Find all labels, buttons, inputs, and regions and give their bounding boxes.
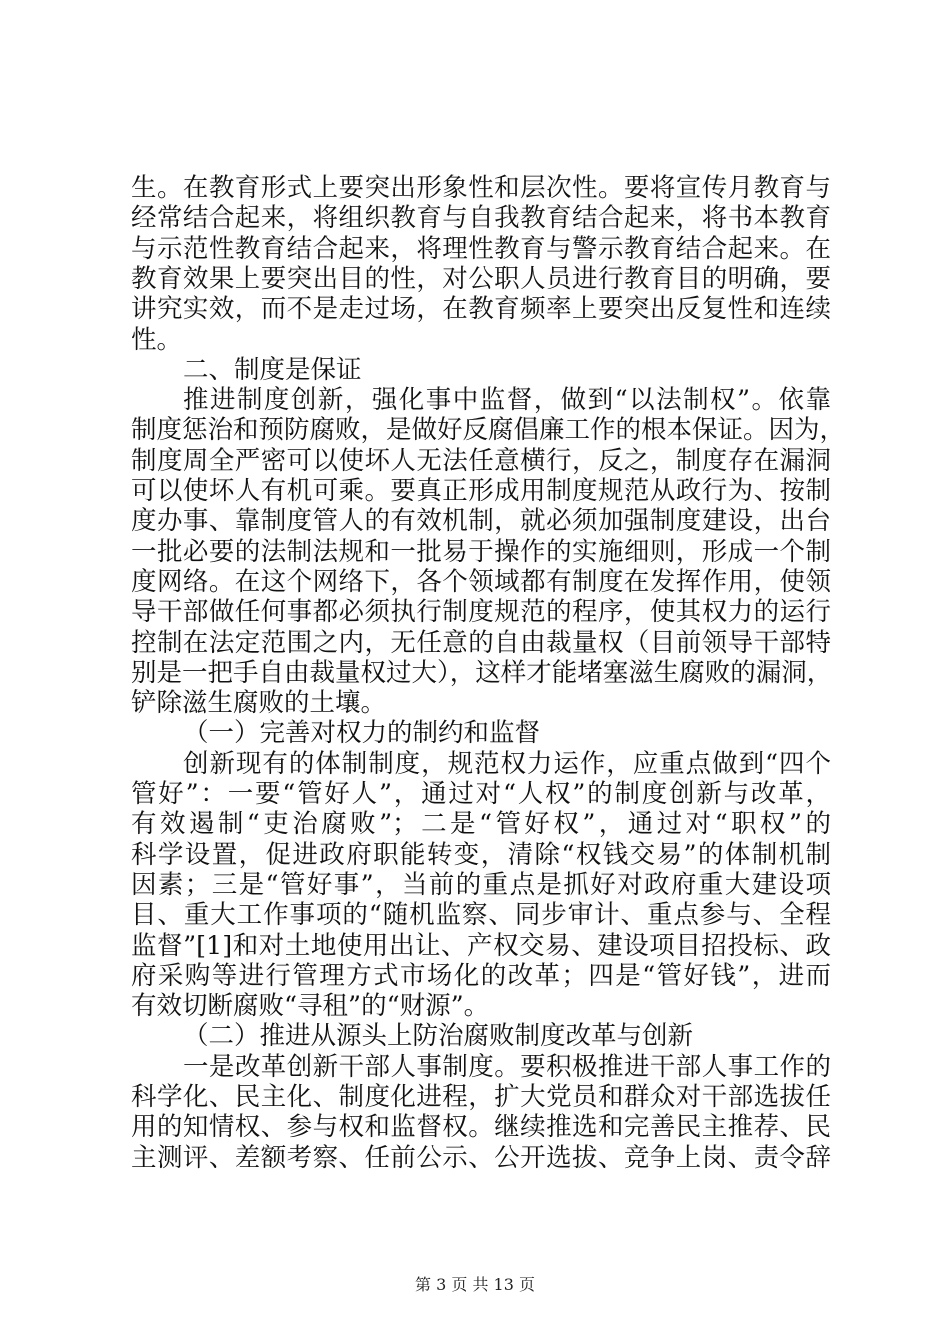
text-line: （二）推进从源头上防治腐败制度改革与创新 bbox=[183, 1021, 694, 1052]
text-line: 目、重大工作事项的“随机监察、同步审计、重点参与、全程 bbox=[131, 900, 831, 931]
text-line: 别是一把手自由裁量权过大），这样才能堵塞滋生腐败的漏洞， bbox=[131, 657, 833, 688]
text-line: 度网络。在这个网络下，各个领域都有制度在发挥作用，使领 bbox=[131, 566, 831, 597]
text-line: 创新现有的体制制度，规范权力运作，应重点做到“四个 bbox=[183, 748, 831, 779]
text-line: 一批必要的法制法规和一批易于操作的实施细则，形成一个制 bbox=[131, 536, 831, 567]
text-line: 制度惩治和预防腐败，是做好反腐倡廉工作的根本保证。因为， bbox=[131, 415, 846, 446]
text-line: 因素；三是“管好事”，当前的重点是抓好对政府重大建设项 bbox=[131, 869, 831, 900]
text-line: 讲究实效，而不是走过场，在教育频率上要突出反复性和连续 bbox=[131, 294, 831, 325]
text-line: 科学设置，促进政府职能转变，清除“权钱交易”的体制机制 bbox=[131, 839, 831, 870]
page-footer: 第 3 页 共 13 页 bbox=[415, 1275, 535, 1294]
text-line: 有效遏制“吏治腐败”；二是“管好权”，通过对“职权”的 bbox=[131, 809, 831, 840]
text-line: 推进制度创新，强化事中监督，做到“以法制权”。依靠 bbox=[183, 385, 831, 416]
text-line: 用的知情权、参与权和监督权。继续推选和完善民主推荐、民 bbox=[131, 1112, 831, 1143]
text-line: 府采购等进行管理方式市场化的改革；四是“管好钱”，进而 bbox=[131, 960, 831, 991]
text-line: 度办事、靠制度管人的有效机制，就必须加强制度建设，出台 bbox=[131, 506, 831, 537]
text-line: 可以使坏人有机可乘。要真正形成用制度规范从政行为、按制 bbox=[131, 476, 831, 506]
text-line: 有效切断腐败“寻租”的“财源”。 bbox=[131, 991, 490, 1022]
text-line: 管好”：一要“管好人”，通过对“人权”的制度创新与改革， bbox=[131, 779, 831, 809]
text-line: 与示范性教育结合起来，将理性教育与警示教育结合起来。在 bbox=[131, 233, 831, 264]
text-line: 二、制度是保证 bbox=[183, 354, 362, 385]
text-line: 教育效果上要突出目的性，对公职人员进行教育目的明确，要 bbox=[131, 263, 831, 294]
text-line: 生。在教育形式上要突出形象性和层次性。要将宣传月教育与 bbox=[131, 173, 831, 203]
text-line: 控制在法定范围之内，无任意的自由裁量权（目前领导干部特 bbox=[131, 627, 831, 658]
text-line: 制度周全严密可以使坏人无法任意横行，反之，制度存在漏洞 bbox=[131, 445, 831, 476]
text-line: 主测评、差额考察、任前公示、公开选拔、竞争上岗、责令辞 bbox=[131, 1142, 831, 1173]
text-line: 科学化、民主化、制度化进程，扩大党员和群众对干部选拔任 bbox=[131, 1082, 831, 1112]
text-line: 监督”[1]和对土地使用出让、产权交易、建设项目招投标、政 bbox=[131, 930, 831, 961]
text-line: 一是改革创新干部人事制度。要积极推进干部人事工作的 bbox=[183, 1051, 831, 1082]
text-line: 铲除滋生腐败的土壤。 bbox=[131, 688, 387, 719]
text-line: （一）完善对权力的制约和监督 bbox=[183, 718, 541, 749]
text-line: 导干部做任何事都必须执行制度规范的程序，使其权力的运行 bbox=[131, 597, 831, 628]
text-line: 经常结合起来，将组织教育与自我教育结合起来，将书本教育 bbox=[131, 203, 831, 234]
text-line: 性。 bbox=[131, 324, 183, 355]
